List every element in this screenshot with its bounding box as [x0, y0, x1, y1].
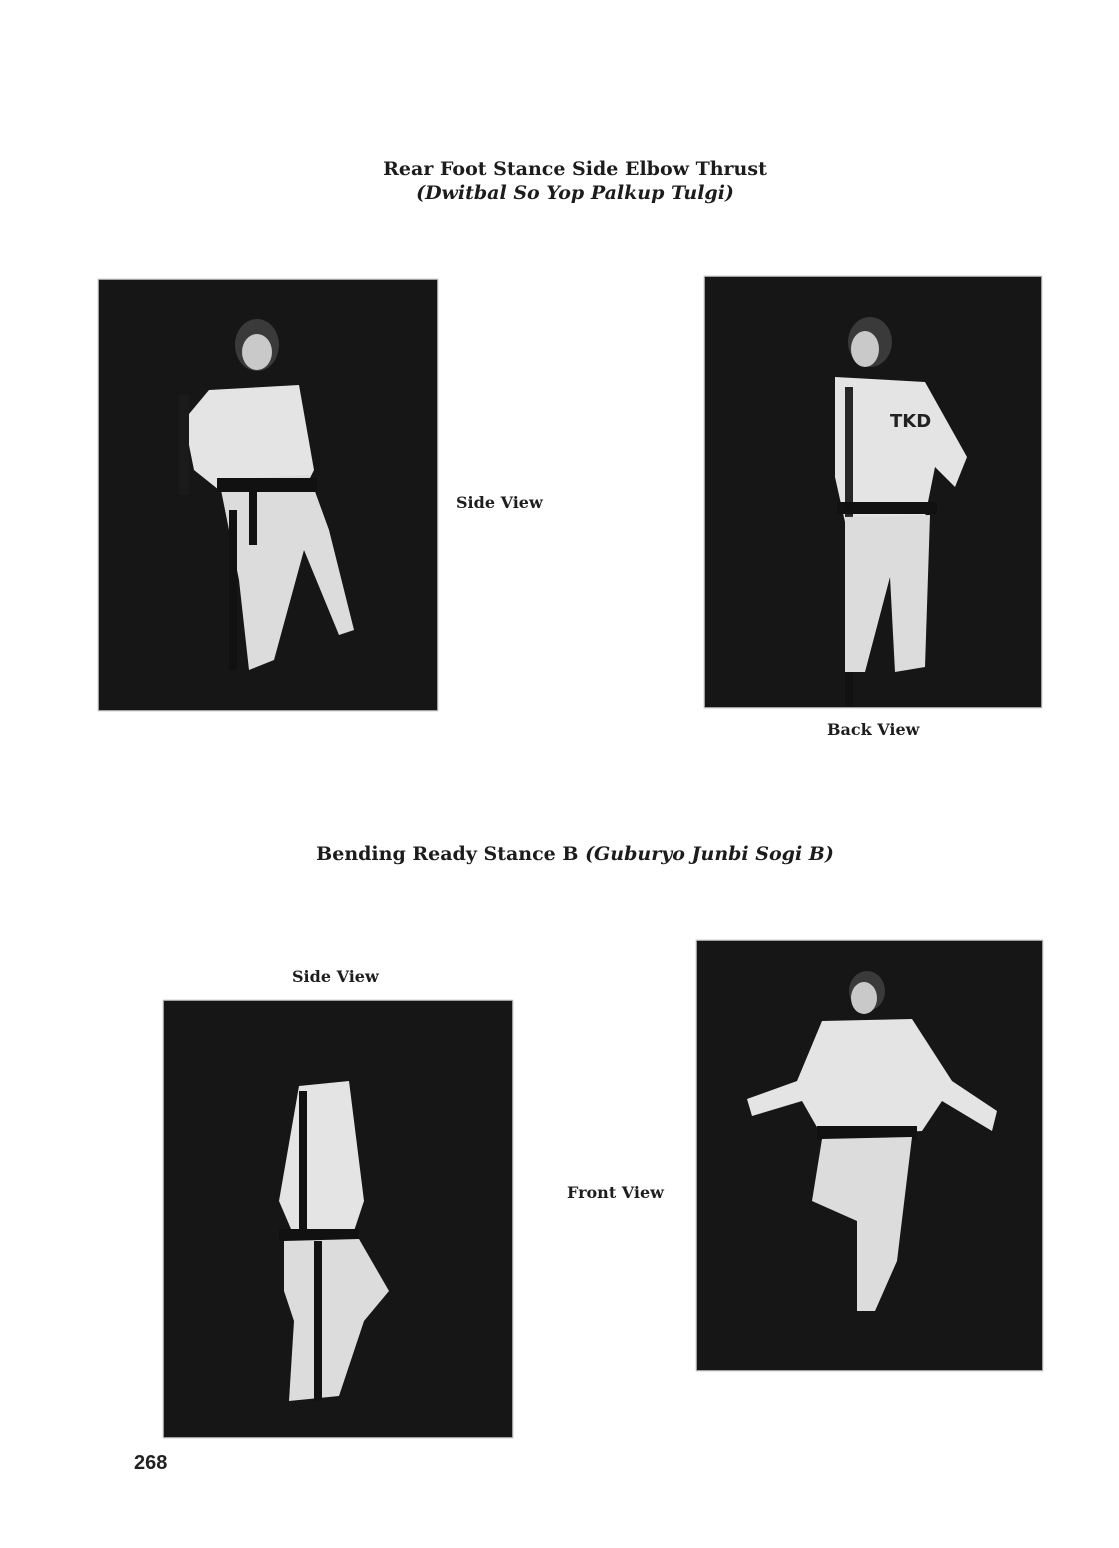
caption-back-view: Back View [827, 720, 920, 739]
caption-side-view-1: Side View [456, 493, 543, 512]
section-2-subheading: (Guburyo Junbi Sogi B) [585, 843, 834, 865]
photo-side-view-elbow-thrust [99, 280, 437, 710]
section-2-heading: Bending Ready Stance B [316, 843, 579, 865]
photo-front-view-bending-stance [697, 941, 1042, 1370]
photo-back-view-elbow-thrust [705, 277, 1041, 707]
caption-front-view: Front View [567, 1183, 664, 1202]
svg-text:TKD: TKD [890, 411, 932, 432]
section-1-title [0, 158, 1119, 204]
martial-artist-figure-icon [99, 280, 437, 710]
martial-artist-figure-icon [697, 941, 1042, 1370]
caption-side-view-2: Side View [292, 967, 379, 986]
section-1-heading: Rear Foot Stance Side Elbow Thrust [383, 158, 767, 180]
photo-side-view-bending-stance [164, 1001, 512, 1437]
section-2-title [0, 843, 1119, 865]
page-number: 268 [134, 1452, 168, 1474]
martial-artist-figure-icon [705, 277, 1041, 707]
martial-artist-figure-icon [164, 1001, 512, 1437]
section-1-subheading: (Dwitbal So Yop Palkup Tulgi) [416, 182, 734, 204]
